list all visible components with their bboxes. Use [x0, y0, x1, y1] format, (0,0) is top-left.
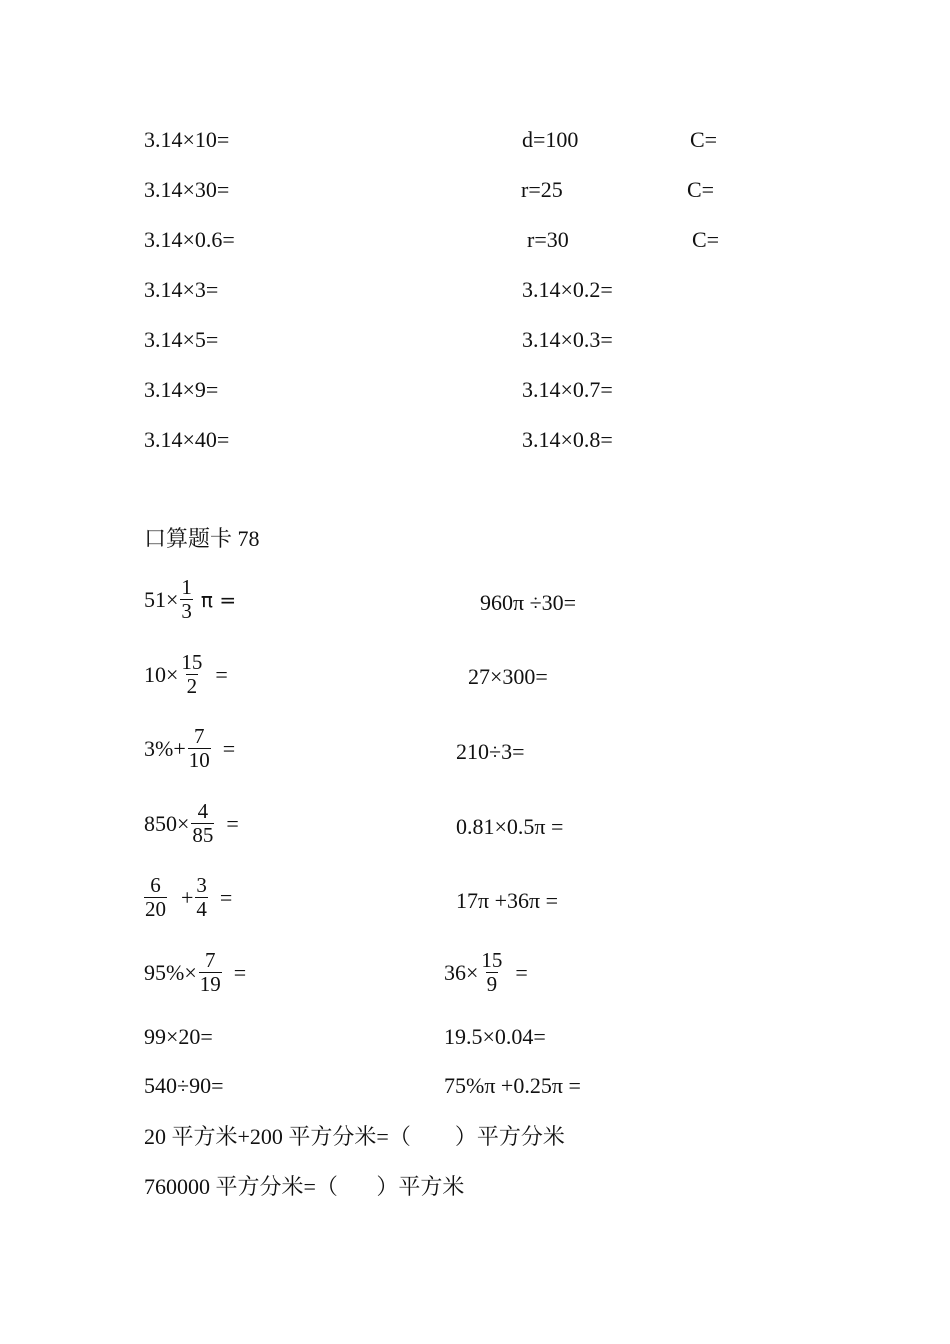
fraction-denominator: 4 — [196, 897, 207, 921]
expr-3.14x10: 3.14×10= — [144, 127, 230, 152]
expr-3.14x0.7: 3.14×0.7= — [522, 377, 613, 402]
expr-3.14x5: 3.14×5= — [144, 327, 219, 352]
fraction-denominator: 20 — [145, 897, 166, 921]
q6r-prefix: 36× — [444, 959, 479, 985]
expr-3.14x9: 3.14×9= — [144, 377, 219, 402]
expr-3.14x3: 3.14×3= — [144, 277, 219, 302]
expr-75pct-pi-plus-0.25pi: 75%π +0.25π = — [444, 1073, 581, 1098]
q1-suffix: π = — [200, 587, 237, 612]
fraction-numerator: 1 — [181, 575, 192, 599]
fraction-question-2 — [144, 651, 228, 698]
fraction — [191, 800, 214, 847]
fraction-numerator: 6 — [150, 873, 161, 897]
q6-suffix: = — [233, 959, 247, 985]
fraction — [480, 949, 503, 996]
fraction-numerator: 7 — [193, 724, 205, 748]
fraction-question-3 — [144, 725, 235, 772]
fraction — [180, 651, 203, 698]
fraction — [199, 949, 222, 996]
expr-3.14x0.8: 3.14×0.8= — [522, 427, 613, 452]
unit-conversion-1: 20 平方米+200 平方分米=（ ）平方分米 — [144, 1124, 565, 1149]
q1-prefix: 51× — [144, 586, 179, 612]
expr-3.14x40: 3.14×40= — [144, 427, 230, 452]
q5-suffix: = — [219, 884, 233, 910]
circle-ask-c: C= — [690, 127, 718, 152]
expr-0.81x0.5pi: 0.81×0.5π = — [456, 814, 564, 839]
fraction — [144, 874, 167, 921]
fraction-numerator: 15 — [181, 650, 203, 674]
fraction-denominator: 2 — [186, 674, 198, 698]
q2-prefix: 10× — [144, 661, 179, 687]
expr-19.5x0.04: 19.5×0.04= — [444, 1024, 546, 1049]
fraction — [188, 725, 211, 772]
fraction-denominator: 3 — [181, 599, 192, 623]
fraction-denominator: 85 — [192, 823, 214, 847]
q3-prefix: 3%+ — [144, 735, 186, 761]
circle-ask-c: C= — [687, 177, 715, 202]
q6-prefix: 95%× — [144, 959, 197, 985]
circle-ask-c: C= — [692, 227, 720, 252]
expr-99x20: 99×20= — [144, 1024, 213, 1049]
circle-given-r25: r=25 — [521, 177, 563, 202]
expr-960pi-div-30: 960π ÷30= — [480, 590, 577, 615]
fraction — [195, 874, 208, 921]
expr-540-div-90: 540÷90= — [144, 1073, 224, 1098]
q4-suffix: = — [226, 810, 239, 836]
q4-prefix: 850× — [144, 810, 190, 836]
expr-3.14x0.3: 3.14×0.3= — [522, 327, 613, 352]
fraction-question-6-right — [444, 949, 528, 996]
circle-given-r30: r=30 — [527, 227, 569, 252]
q5-plus: + — [181, 884, 194, 910]
q2-suffix: = — [215, 661, 228, 687]
fraction-denominator: 19 — [199, 972, 221, 996]
fraction-numerator: 3 — [196, 873, 207, 897]
fraction-denominator: 9 — [486, 972, 498, 996]
fraction-question-1 — [144, 576, 236, 623]
fraction-numerator: 7 — [204, 948, 216, 972]
expr-3.14x0.6: 3.14×0.6= — [144, 227, 235, 252]
fraction — [180, 576, 193, 623]
expr-3.14x0.2: 3.14×0.2= — [522, 277, 613, 302]
q3-suffix: = — [222, 735, 236, 761]
expr-27x300: 27×300= — [468, 664, 548, 689]
expr-210-div-3: 210÷3= — [456, 739, 525, 764]
expr-17pi-plus-36pi: 17π +36π = — [456, 888, 559, 913]
section-title: 口算题卡 78 — [144, 526, 260, 551]
q6r-suffix: = — [515, 959, 528, 985]
fraction-question-6 — [144, 949, 246, 996]
circle-given-d100: d=100 — [522, 127, 579, 152]
fraction-numerator: 15 — [481, 948, 503, 972]
fraction-question-5 — [144, 874, 232, 921]
unit-conversion-2: 760000 平方分米=（ ）平方米 — [144, 1174, 465, 1199]
fraction-question-4 — [144, 800, 239, 847]
fraction-denominator: 10 — [188, 748, 210, 772]
expr-3.14x30: 3.14×30= — [144, 177, 230, 202]
fraction-numerator: 4 — [197, 799, 209, 823]
